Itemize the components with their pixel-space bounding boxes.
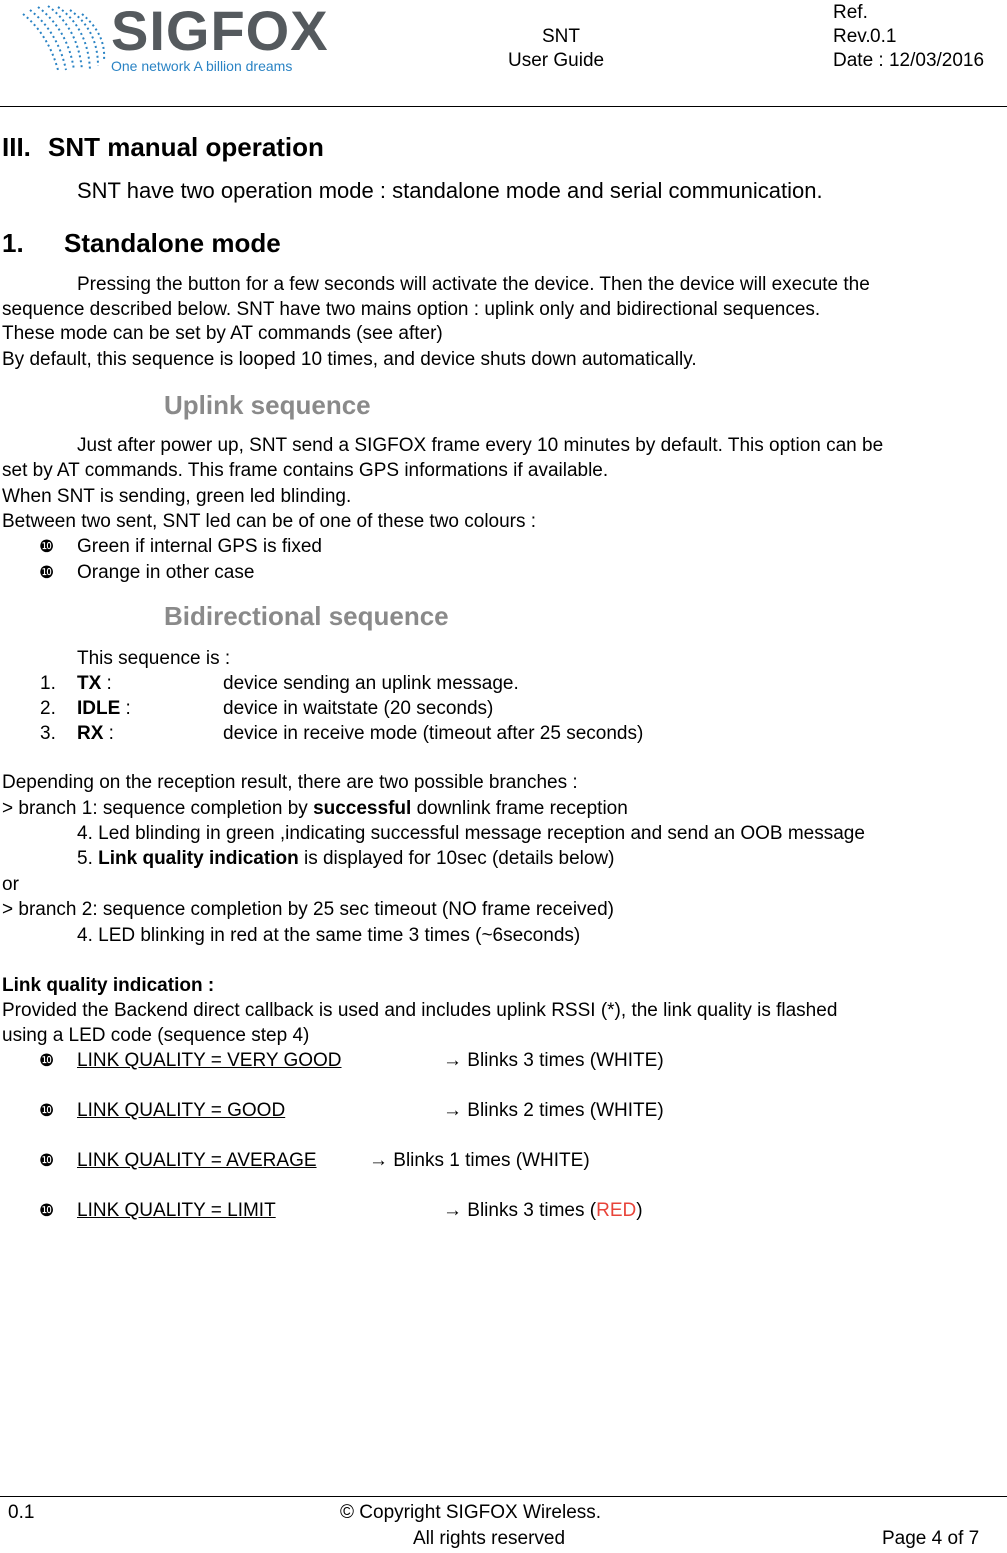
result-text: ): [657, 1050, 664, 1071]
link-quality-heading: Link quality indication :: [2, 975, 215, 996]
result-text: ): [583, 1150, 590, 1171]
paragraph-line: Provided the Backend direct callback is used and includes uplink RSSI (*), the link quality is flashed: [2, 1000, 838, 1021]
sigfox-logo: [18, 0, 329, 76]
link-quality-result: [443, 1050, 664, 1072]
result-color-red: RED: [596, 1200, 637, 1221]
result-text: → Blinks 3 times (: [443, 1050, 597, 1071]
footer-version: 0.1: [8, 1502, 35, 1523]
step-number: 2.: [40, 698, 56, 719]
branch-bold: successful: [313, 798, 412, 819]
link-quality-label: [77, 1200, 276, 1222]
paragraph-line: using a LED code (sequence step 4): [2, 1025, 310, 1046]
footer-divider: [0, 1496, 1007, 1497]
logo-wordmark: SIGFOX: [111, 0, 329, 62]
step-sep: :: [101, 673, 112, 694]
paragraph-line: Depending on the reception result, there are two possible branches :: [2, 772, 578, 793]
link-quality-label-text: LINK QUALITY = VERY GOOD: [77, 1050, 342, 1071]
bullet-icon: ❿: [39, 1051, 55, 1070]
result-color: WHITE: [522, 1150, 584, 1171]
step-label: [77, 698, 131, 720]
step-label-bold: IDLE: [77, 698, 121, 719]
paragraph-line: 4. LED blinking in red at the same time 3 times (~6seconds): [77, 925, 581, 946]
paragraph-line: Just after power up, SNT send a SIGFOX frame every 10 minutes by default. This option can be: [77, 435, 884, 456]
paragraph-line: Between two sent, SNT led can be of one of these two colours :: [2, 511, 537, 532]
paragraph-line: set by AT commands. This frame contains GPS informations if available.: [2, 460, 609, 481]
step-label: [77, 723, 114, 745]
step-label: [77, 673, 112, 695]
result-color: WHITE: [596, 1050, 658, 1071]
date-label: Date : 12/03/2016: [833, 50, 985, 71]
bidirectional-heading: Bidirectional sequence: [164, 601, 449, 631]
sigfox-wave-icon: [18, 4, 108, 76]
paragraph-line: 4. Led blinding in green ,indicating successful message reception and send an OOB message: [77, 823, 865, 844]
subsection-number: 1.: [2, 228, 24, 258]
paragraph-line: > branch 2: sequence completion by 25 sec timeout (NO frame received): [2, 899, 614, 920]
doc-subtitle: User Guide: [508, 50, 605, 71]
rev-label: Rev.: [833, 26, 871, 47]
branch-text: > branch 1: sequence completion by: [2, 798, 314, 819]
subsection-title: Standalone mode: [64, 228, 281, 258]
branch-bold: Link quality indication: [98, 848, 299, 869]
result-text: → Blinks 1 times (: [369, 1150, 523, 1171]
header-divider: [0, 106, 1007, 107]
footer-rights: All rights reserved: [413, 1528, 566, 1549]
uplink-heading: Uplink sequence: [164, 390, 371, 420]
paragraph-line: When SNT is sending, green led blinding.: [2, 486, 352, 507]
section-intro: SNT have two operation mode : standalone mode and serial communication.: [77, 178, 823, 203]
link-quality-label: [77, 1150, 317, 1172]
branch-text: is displayed for 10sec (details below): [298, 848, 615, 869]
link-quality-label: [77, 1100, 285, 1122]
link-quality-label-text: LINK QUALITY = AVERAGE: [77, 1150, 317, 1171]
result-text: → Blinks 3 times (: [443, 1200, 597, 1221]
step-number: 3.: [40, 723, 56, 744]
doc-name: SNT: [542, 26, 580, 47]
link-quality-label: [77, 1050, 342, 1072]
link-quality-result: [443, 1100, 664, 1122]
step-label-bold: RX: [77, 723, 104, 744]
list-item: Green if internal GPS is fixed: [77, 536, 322, 557]
paragraph-line: Pressing the button for a few seconds will activate the device. Then the device will execute the: [77, 274, 870, 295]
rev-value: 0.1: [870, 26, 897, 47]
logo-tagline: One network A billion dreams: [111, 58, 293, 74]
step-sep: :: [120, 698, 131, 719]
link-quality-label-text: LINK QUALITY = GOOD: [77, 1100, 286, 1121]
step-desc: device in receive mode (timeout after 25 seconds): [223, 723, 644, 744]
step-sep: :: [103, 723, 114, 744]
step-number: 1.: [40, 673, 56, 694]
branch-1-step-5: [77, 848, 614, 870]
bullet-icon: ❿: [39, 1201, 55, 1220]
result-color: WHITE: [596, 1100, 658, 1121]
bullet-icon: ❿: [39, 537, 55, 556]
result-text: → Blinks 2 times (: [443, 1100, 597, 1121]
footer-page-number: Page 4 of 7: [882, 1528, 980, 1549]
link-quality-result: [443, 1200, 643, 1222]
paragraph-line: These mode can be set by AT commands (see after): [2, 323, 443, 344]
paragraph-line: or: [2, 874, 19, 895]
paragraph-line: This sequence is :: [77, 648, 231, 669]
branch-text: downlink frame reception: [411, 798, 628, 819]
step-label-bold: TX: [77, 673, 102, 694]
section-number: III.: [2, 132, 31, 162]
step-desc: device in waitstate (20 seconds): [223, 698, 494, 719]
ref-label: Ref.: [833, 2, 868, 23]
section-title: SNT manual operation: [48, 132, 324, 162]
link-quality-result: [369, 1150, 590, 1172]
list-item: Orange in other case: [77, 562, 255, 583]
bullet-icon: ❿: [39, 1101, 55, 1120]
result-text: ): [636, 1200, 643, 1221]
branch-text: 5.: [77, 848, 99, 869]
branch-1: [2, 798, 628, 820]
bullet-icon: ❿: [39, 563, 55, 582]
result-text: ): [657, 1100, 664, 1121]
paragraph-line: By default, this sequence is looped 10 times, and device shuts down automatically.: [2, 349, 697, 370]
bullet-icon: ❿: [39, 1151, 55, 1170]
footer-copyright: © Copyright SIGFOX Wireless.: [340, 1502, 602, 1523]
step-desc: device sending an uplink message.: [223, 673, 519, 694]
paragraph-line: sequence described below. SNT have two mains option : uplink only and bidirectional sequences.: [2, 299, 821, 320]
link-quality-label-text: LINK QUALITY = LIMIT: [77, 1200, 276, 1221]
